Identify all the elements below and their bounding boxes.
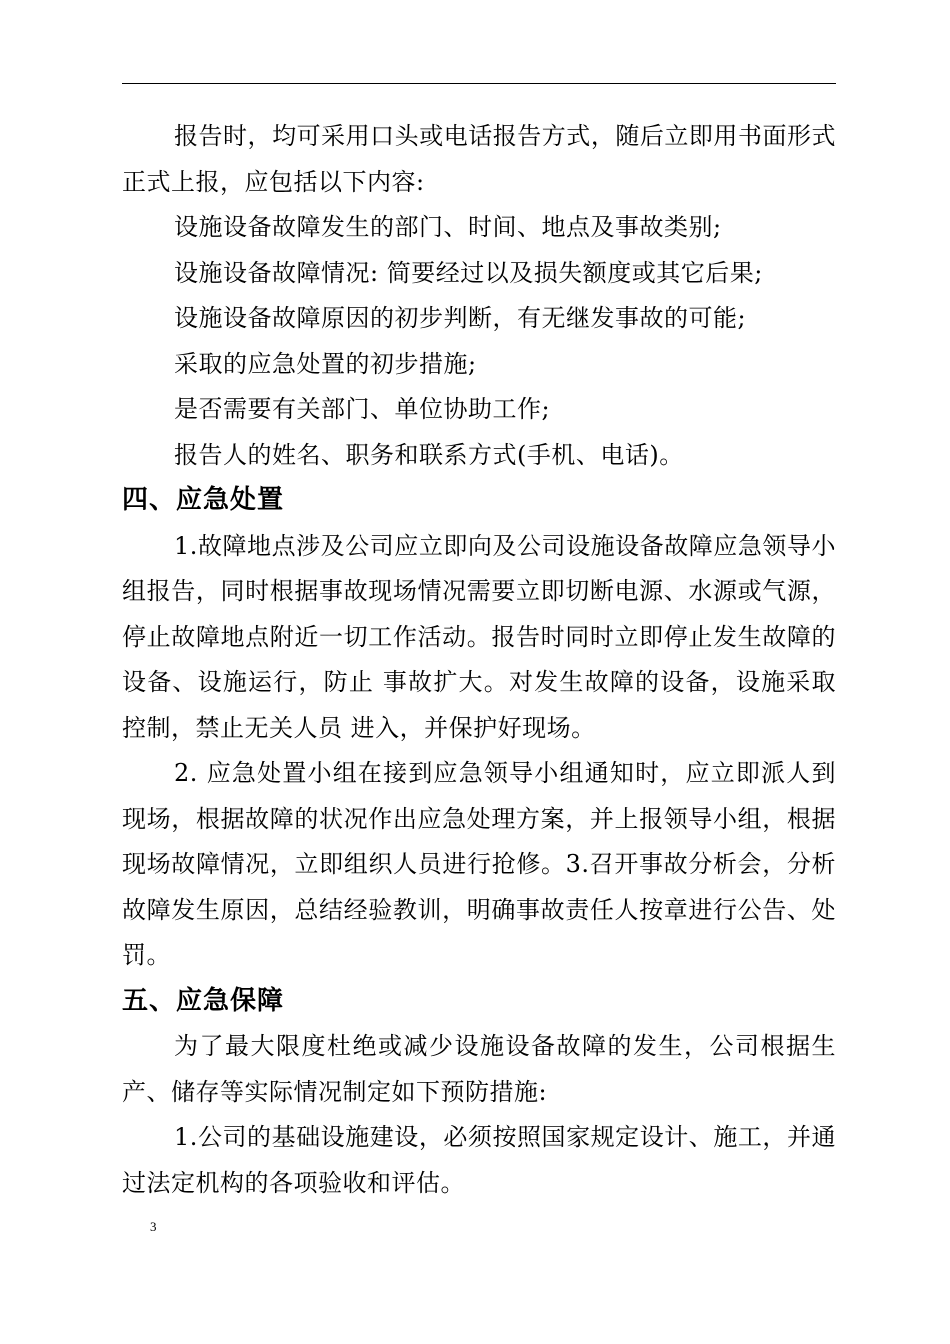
section-heading-emergency-support: 五、应急保障 xyxy=(122,985,285,1016)
body-paragraph: 1.故障地点涉及公司应立即向及公司设施设备故障应急领导小组报告，同时根据事故现场情况需要立即切断电源、水源或气源，停止故障地点附近一切工作活动。报告时同时立即停止发生故障的设备、设施运行，防止 事故扩大。对发生故障的设备，设施采取控制，禁止无关人员 进入，并保护好现场。 xyxy=(122,531,836,742)
report-item: 设施设备故障情况: 简要经过以及损失额度或其它后果; xyxy=(174,258,763,287)
report-item: 是否需要有关部门、单位协助工作; xyxy=(174,395,551,423)
page-number: 3 xyxy=(150,1219,157,1234)
report-item: 设施设备故障原因的初步判断，有无继发事故的可能; xyxy=(174,304,747,332)
report-intro-paragraph: 报告时，均可采用口头或电话报告方式，随后立即用书面形式正式上报，应包括以下内容: xyxy=(122,122,836,196)
body-paragraph: 1.公司的基础设施建设，必须按照国家规定设计、施工，并通过法定机构的各项验收和评估。 xyxy=(122,1123,836,1197)
body-paragraph: 为了最大限度杜绝或减少设施设备故障的发生，公司根据生产、储存等实际情况制定如下预防措施: xyxy=(122,1032,836,1106)
report-item: 设施设备故障发生的部门、时间、地点及事故类别; xyxy=(174,213,722,241)
document-body xyxy=(122,114,836,1206)
header-rule xyxy=(122,83,836,84)
section-heading-emergency-response: 四、应急处置 xyxy=(122,485,285,515)
report-item: 采取的应急处置的初步措施; xyxy=(174,349,477,378)
report-item: 报告人的姓名、职务和联系方式(手机、电话)。 xyxy=(174,440,684,469)
body-paragraph: 2. 应急处置小组在接到应急领导小组通知时，应立即派人到现场，根据故障的状况作出应急处理方案，并上报领导小组，根据现场故障情况，立即组织人员进行抢修。3.召开事故分析会，分析故障发生原因，总结经验教训，明确事故责任人按章进行公告、处罚。 xyxy=(122,759,836,969)
